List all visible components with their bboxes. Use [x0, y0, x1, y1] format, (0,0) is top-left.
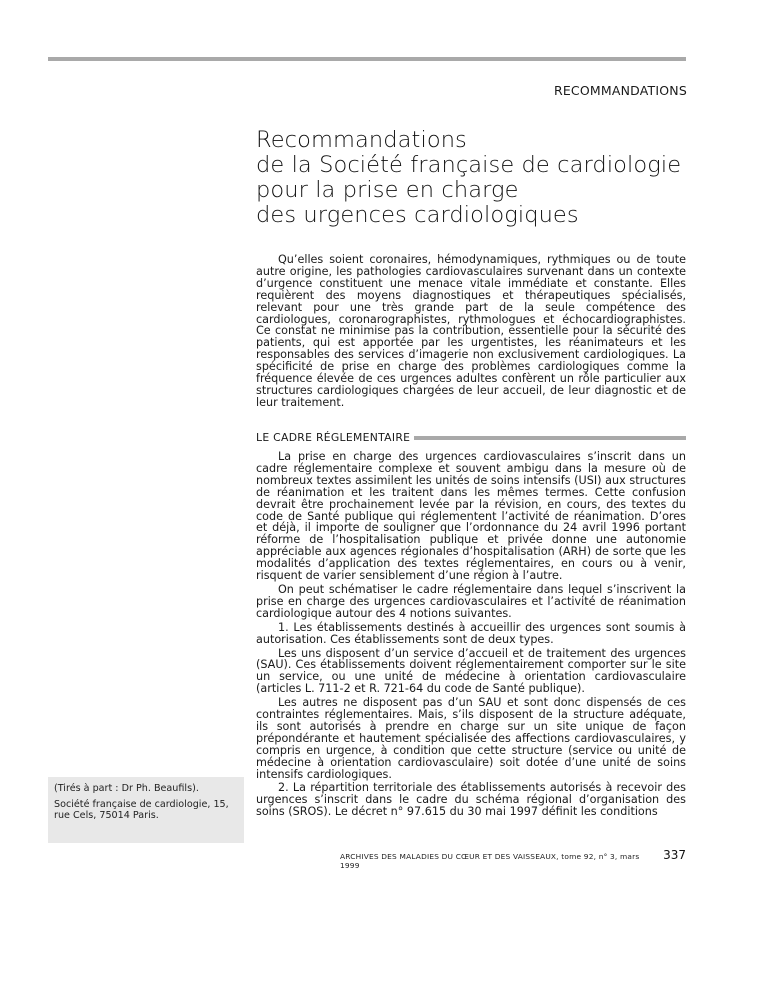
page-footer — [340, 848, 686, 870]
section-heading-rule — [414, 436, 686, 440]
page-number: 337 — [663, 848, 686, 862]
correspondence-box — [48, 777, 244, 843]
body-paragraph: La prise en charge des urgences cardiovasculaires s’inscrit dans un cadre réglementaire complexe et souvent ambigu dans la mesure où de nombreux textes assimilent les unités de soins intensifs (USI) aux structures de réanimation et les traitent dans les mêmes termes. Cette confusion devrait être prochainement levée par la révision, en cours, des textes du code de Santé publique qui réglementent l’activité de réanimation. D’ores et déjà, il importe de souligner que l’ordonnance du 24 avril 1996 portant réforme de l’hospitalisation publique et privée donne une autonomie appréciable aux agences régionales d’hospitalisation (ARH) de sorte que les modalités d’application des textes réglementaires, en cours ou à venir, risquent de varier sensiblement d’une région à l’autre. — [256, 450, 686, 583]
body-paragraph: 2. La répartition territoriale des établissements autorisés à recevoir des urgences s’inscrit dans le cadre du schéma régional d’organisation des soins (SROS). Le décret n° 97.615 du 30 mai 1997 définit les conditions — [256, 781, 686, 819]
reprints-note: (Tirés à part : Dr Ph. Beaufils). — [54, 783, 199, 794]
intro-paragraph: Qu’elles soient coronaires, hémodynamiques, rythmiques ou de toute autre origine, les pathologies cardiovasculaires survenant dans un contexte d’urgence constituent une menace vitale immédiate et constante. Elles requièrent des moyens diagnostiques et thérapeutiques spécialisés, relevant pour une très grande part de la seule compétence des cardiologues, coronarographistes, rythmologues et échocardiographistes. Ce constat ne minimise pas la contribution, essentielle pour la sécurité des patients, qui est apportée par les urgentistes, les réanimateurs et les responsables des services d’imagerie non exclusivement cardiologiques. La spécificité de prise en charge des problèmes cardiologiques comme la fréquence élevée de ces urgences adultes confèrent un rôle particulier aux structures cardiologiques chargées de leur accueil, de leur diagnostic et de leur traitement. — [256, 253, 686, 409]
title-line: de la Société française de cardiologie — [256, 152, 682, 178]
section-tag: RECOMMANDATIONS — [553, 83, 687, 98]
top-rule — [48, 57, 686, 61]
address-note: Société française de cardiologie, 15, rue Cels, 75014 Paris. — [54, 799, 229, 821]
journal-citation: ARCHIVES DES MALADIES DU CŒUR ET DES VAISSEAUX, tome 92, n° 3, mars 1999 — [340, 852, 640, 870]
intro-block — [256, 254, 686, 409]
title-line: pour la prise en charge — [256, 177, 519, 203]
article-title — [256, 128, 696, 228]
body-paragraph: 1. Les établissements destinés à accueillir des urgences sont soumis à autorisation. Ces établissements sont de deux types. — [256, 620, 686, 646]
section-heading-row — [256, 430, 686, 444]
title-line: Recommandations — [256, 127, 467, 153]
body-paragraph: Les autres ne disposent pas d’un SAU et sont donc dispensés de ces contraintes réglementaires. Mais, s’ils disposent de la structure adéquate, ils sont autorisés à prendre en charge sur un site unique de façon prépondérante et hautement spécialisée des affections cardiovasculaires, y compris en urgence, à condition que cette structure (service ou unité de médecine à orientation cardiovasculaire) soit dotée d’une unité de soins intensifs cardiologiques. — [256, 696, 686, 781]
body-paragraph: Les uns disposent d’un service d’accueil et de traitement des urgences (SAU). Ces établissements doivent réglementairement comporter sur le site un service, ou une unité de médecine à orientation cardiovasculaire (articles L. 711-2 et R. 721-64 du code de Santé publique). — [256, 646, 686, 696]
section-heading: LE CADRE RÉGLEMENTAIRE — [256, 430, 411, 444]
body-paragraph: On peut schématiser le cadre réglementaire dans lequel s’inscrivent la prise en charge des urgences cardiovasculaires et l’activité de réanimation cardiologique autour des 4 notions suivantes. — [256, 582, 686, 620]
title-line: des urgences cardiologiques — [256, 202, 579, 228]
main-body — [256, 451, 686, 818]
